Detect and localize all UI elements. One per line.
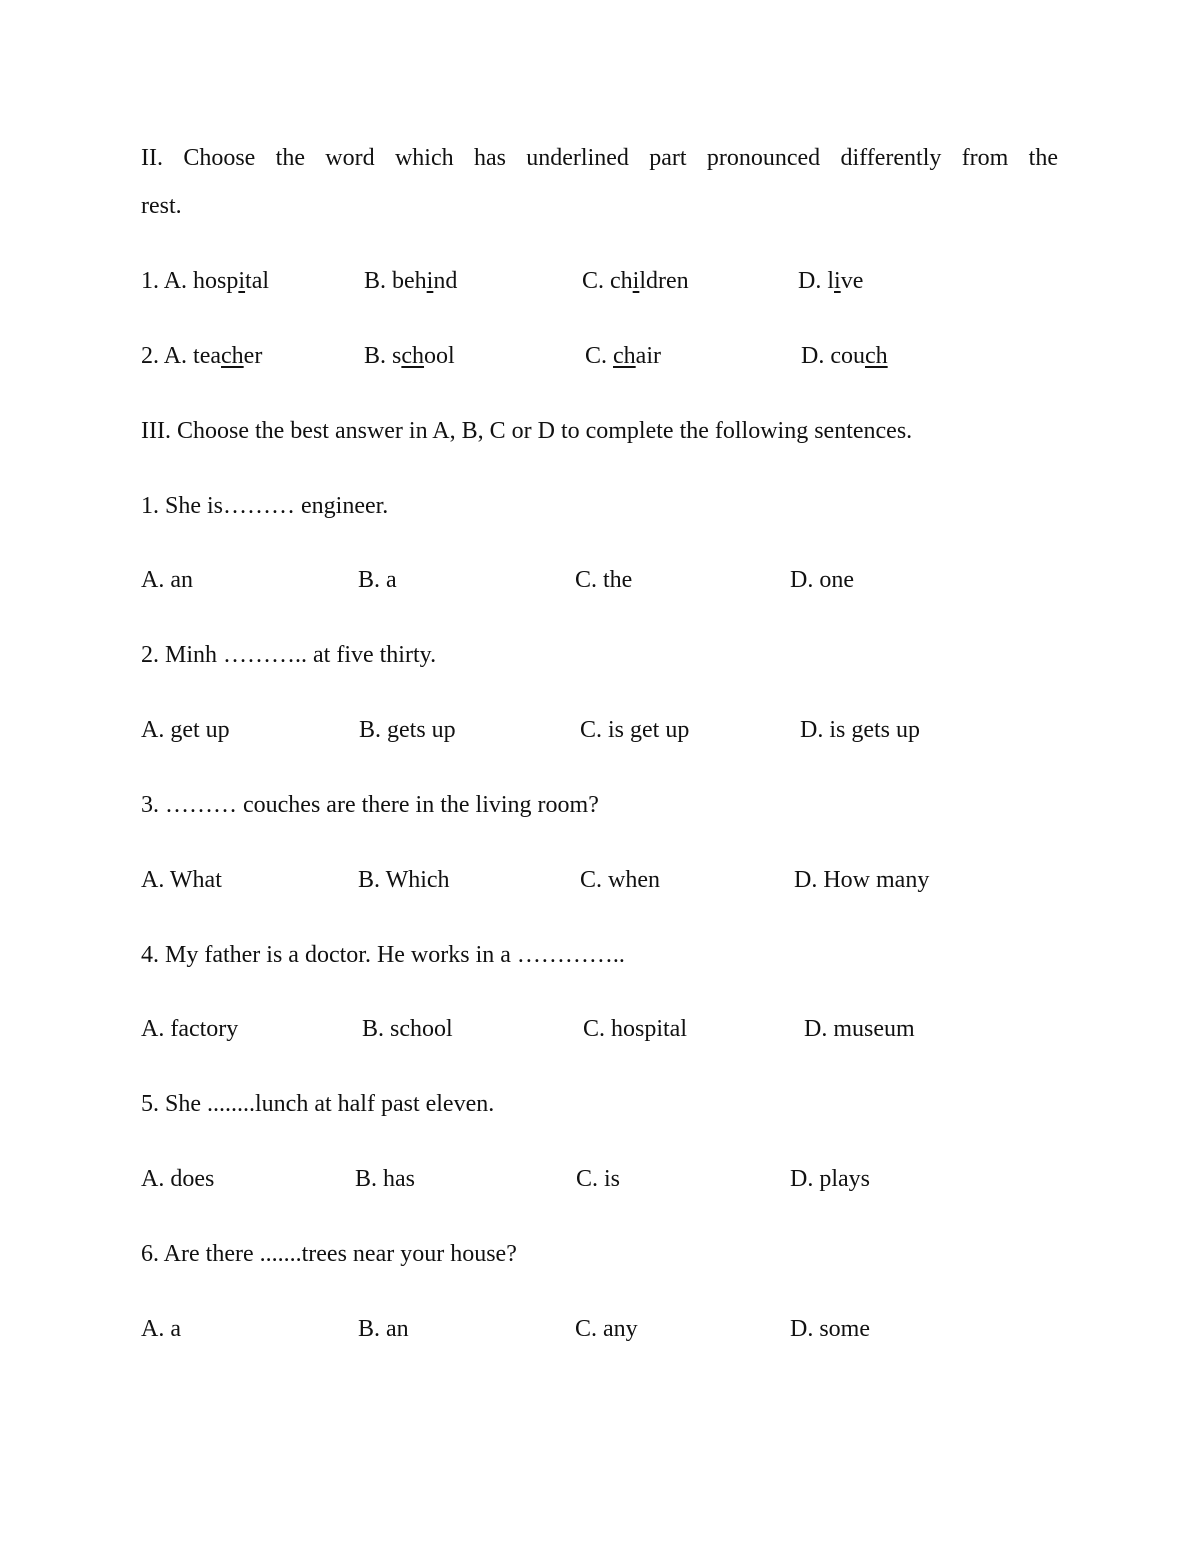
s2-q2-number: 2.: [141, 343, 159, 369]
s2-q2-d-word: couch: [830, 343, 888, 369]
s2-q1-b-word: behind: [392, 268, 458, 294]
s3-q3-text: 3. ……… couches are there in the living room?: [141, 792, 599, 818]
s2-q1-d-word: live: [827, 268, 864, 294]
underlined-part: ch: [221, 343, 244, 369]
s2-q2-d-label: D.: [801, 343, 825, 369]
underlined-part: ch: [865, 343, 888, 369]
underlined-part: i: [632, 268, 640, 294]
s2-q1-option-a: [141, 266, 269, 296]
s3-q3-option-a: A. What: [141, 867, 222, 893]
s2-q2-c-word: chair: [613, 343, 661, 369]
s2-q1-option-b: [364, 266, 457, 296]
s3-q6-option-c: C. any: [575, 1316, 638, 1342]
s3-q1-text: 1. She is……… engineer.: [141, 493, 389, 519]
s3-q3-option-c: C. when: [580, 867, 660, 893]
s3-q6-option-a: A. a: [141, 1316, 181, 1342]
s2-q2-option-a: [141, 341, 262, 371]
s3-q4-option-a: A. factory: [141, 1016, 239, 1042]
s3-q2-option-a: A. get up: [141, 717, 230, 743]
underlined-part: ch: [401, 343, 425, 369]
section2-heading-line1: II. Choose the word which has underlined part pronounced differently from the: [141, 145, 1058, 171]
s2-q1-a-word: hospital: [193, 268, 270, 294]
s3-q5-option-d: D. plays: [790, 1166, 870, 1192]
s3-q5-text: 5. She ........lunch at half past eleven.: [141, 1091, 495, 1117]
s3-q2-option-c: C. is get up: [580, 717, 690, 743]
s3-q6-option-b: B. an: [358, 1316, 409, 1342]
s2-q2-option-b: [364, 341, 455, 371]
s2-q1-option-d: [798, 266, 863, 296]
s3-q1-option-a: A. an: [141, 567, 193, 593]
section3-heading: III. Choose the best answer in A, B, C or D to complete the following sentences.: [141, 418, 913, 444]
s2-q2-option-c: [585, 341, 661, 371]
s3-q1-option-c: C. the: [575, 567, 633, 593]
s2-q2-a-word: teacher: [193, 343, 263, 369]
s2-q1-option-c: [582, 266, 689, 296]
s3-q6-text: 6. Are there .......trees near your house?: [141, 1241, 517, 1267]
s2-q2-a-label: A.: [163, 343, 188, 369]
s3-q2-option-d: D. is gets up: [800, 717, 920, 743]
s3-q4-text: 4. My father is a doctor. He works in a …………..: [141, 942, 625, 968]
s2-q1-d-label: D.: [798, 268, 822, 294]
s2-q1-number: 1.: [141, 268, 159, 294]
s3-q3-option-d: D. How many: [794, 867, 930, 893]
underlined-part: i: [238, 268, 246, 294]
s3-q1-option-d: D. one: [790, 567, 854, 593]
s3-q5-option-c: C. is: [576, 1166, 621, 1192]
s3-q5-option-b: B. has: [355, 1166, 415, 1192]
s2-q1-c-word: children: [610, 268, 689, 294]
s3-q3-option-b: B. Which: [358, 867, 450, 893]
section2-heading-line2: rest.: [141, 193, 182, 219]
s2-q1-c-label: C.: [582, 268, 605, 294]
s3-q2-option-b: B. gets up: [359, 717, 456, 743]
s3-q2-text: 2. Minh ……….. at five thirty.: [141, 642, 437, 668]
s3-q4-option-c: C. hospital: [583, 1016, 688, 1042]
s3-q1-option-b: B. a: [358, 567, 397, 593]
s2-q1-a-label: A.: [163, 268, 188, 294]
s3-q6-option-d: D. some: [790, 1316, 870, 1342]
s2-q2-option-d: [801, 341, 888, 371]
s2-q2-b-word: school: [392, 343, 455, 369]
s2-q2-c-label: C.: [585, 343, 608, 369]
s3-q4-option-b: B. school: [362, 1016, 453, 1042]
underlined-part: ch: [613, 343, 636, 369]
underlined-part: i: [426, 268, 434, 294]
s3-q4-option-d: D. museum: [804, 1016, 915, 1042]
s2-q1-b-label: B.: [364, 268, 387, 294]
s3-q5-option-a: A. does: [141, 1166, 215, 1192]
underlined-part: i: [834, 268, 841, 294]
s2-q2-b-label: B.: [364, 343, 387, 369]
